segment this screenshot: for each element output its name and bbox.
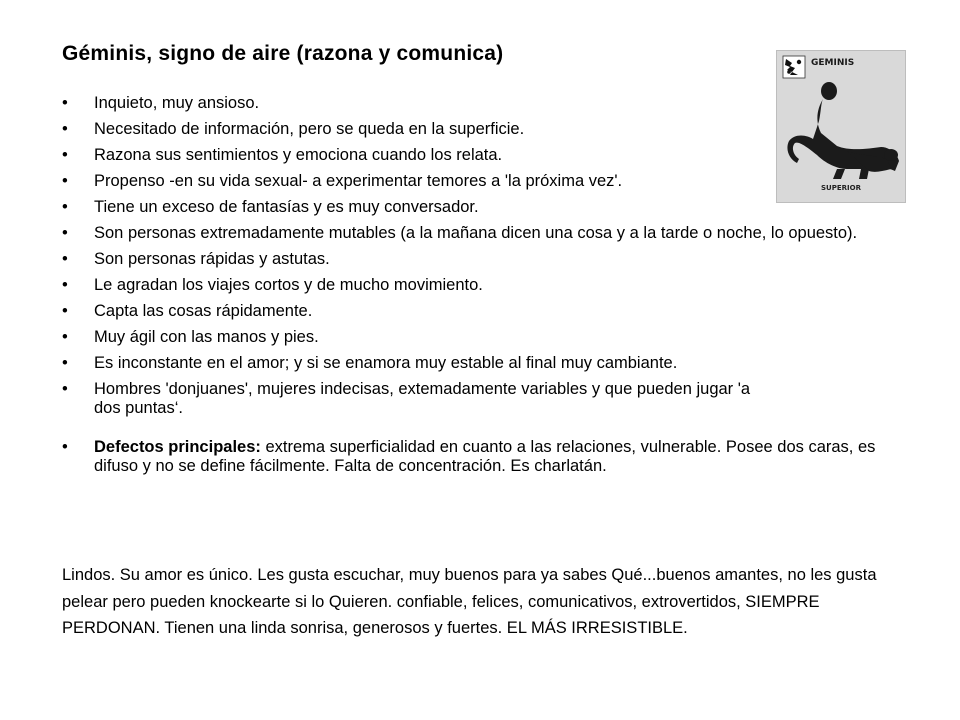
defects-item [62, 438, 922, 476]
trait-item: • Propenso -en su vida sexual- a experimentar temores a 'la próxima vez'. [62, 172, 922, 191]
trait-item: • Son personas extremadamente mutables (a la mañana dicen una cosa y a la tarde o noche, lo opuesto). [62, 224, 922, 243]
trait-item: • Necesitado de información, pero se queda en la superficie. [62, 120, 922, 139]
trait-item: • Hombres 'donjuanes', mujeres indecisas, extemadamente variables y que pueden jugar 'a dos puntas‘. [62, 380, 764, 418]
slide-title: Géminis, signo de aire (razona y comunica) [62, 42, 504, 65]
trait-item: • Es inconstante en el amor; y si se enamora muy estable al final muy cambiante. [62, 354, 922, 373]
trait-item: • Capta las cosas rápidamente. [62, 302, 922, 321]
gemini-zodiac-icon [783, 56, 805, 78]
trait-item: • Razona sus sentimientos y emociona cuando los relata. [62, 146, 922, 165]
card-footer: SUPERIOR [821, 184, 861, 192]
trait-item: • Le agradan los viajes cortos y de mucho movimiento. [62, 276, 922, 295]
trait-item: • Inquieto, muy ansioso. [62, 94, 922, 113]
trait-item: • Son personas rápidas y astutas. [62, 250, 922, 269]
gemini-zodiac-image [776, 50, 906, 203]
trait-item: • Tiene un exceso de fantasías y es muy conversador. [62, 198, 922, 217]
trait-item: • Muy ágil con las manos y pies. [62, 328, 922, 347]
closing-paragraph: Lindos. Su amor es único. Les gusta escuchar, muy buenos para ya sabes Qué...buenos amantes, no les gusta pelear pero pueden knockearte si lo Quieren. confiable, felices, comunicativos, extrovertidos, SIEMPRE PERDONAN. Tienen una linda sonrisa, generosos y fuertes. EL MÁS IRRESISTIBLE. [62, 566, 877, 637]
gemini-figures-illustration [777, 51, 907, 204]
defects-label: Defectos principales: [94, 438, 261, 456]
defects-text: extrema superficialidad en cuanto a las relaciones, vulnerable. Posee dos caras, es difuso y no se define fácilmente. Falta de concentración. Es charlatán. [94, 438, 876, 475]
card-title: GEMINIS [811, 58, 855, 68]
